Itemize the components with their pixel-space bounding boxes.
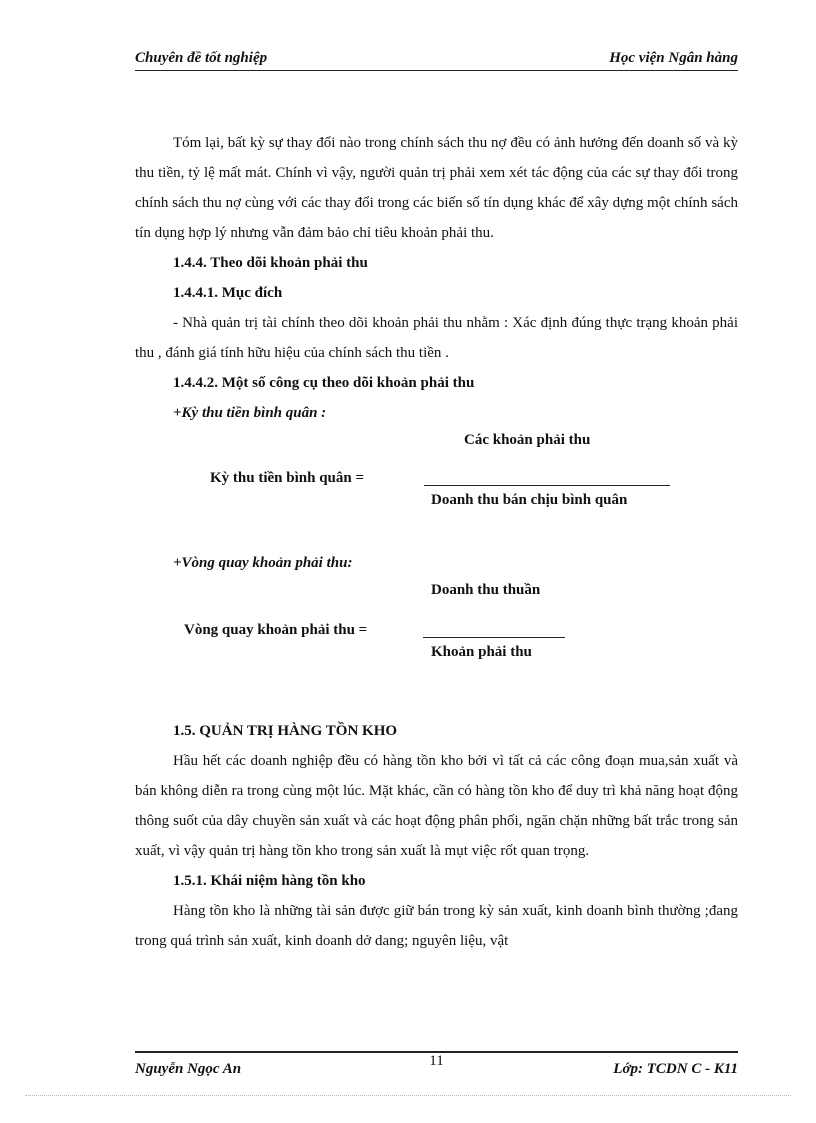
header-document-type: Chuyên đề tốt nghiệp (135, 50, 268, 66)
formula-average-collection-period (135, 428, 738, 548)
formula-1-fraction-bar (424, 485, 670, 486)
formula-2-numerator: Doanh thu thuần (431, 582, 541, 598)
heading-1-5: 1.5. QUẢN TRỊ HÀNG TỒN KHO (173, 723, 398, 739)
formula-2-label: Vòng quay khoản phải thu = (184, 622, 368, 638)
heading-1-4-4-2: 1.4.4.2. Một số công cụ theo dõi khoản phải thu (173, 375, 475, 391)
page-footer (135, 1051, 738, 1079)
page-number: 11 (429, 1053, 444, 1069)
formula-receivables-turnover (135, 578, 738, 698)
formula-1-numerator: Các khoản phải thu (464, 432, 591, 448)
section-spacer (135, 698, 738, 716)
paragraph-summary: Tóm lại, bất kỳ sự thay đổi nào trong chính sách thu nợ đều có ảnh hưởng đến doanh số và kỳ thu tiền, tỷ lệ mất mát. Chính vì vậy, người quản trị phải xem xét tác động của các sự thay đổi trong chính sách thu nợ cùng với các thay đổi trong các biến số tín dụng khác để xây dựng một chính sách tín dụng hợp lý nhưng vẫn đảm bảo chỉ tiêu khoản phải thu. (135, 135, 738, 241)
formula-1-denominator: Doanh thu bán chịu bình quân (431, 492, 628, 508)
subheading-receivables-turnover: +Vòng quay khoản phải thu: (173, 555, 353, 571)
page-body (135, 128, 738, 956)
paragraph-inventory-intro: Hầu hết các doanh nghiệp đều có hàng tồn kho bởi vì tất cả các công đoạn mua,sản xuất và bán không diễn ra trong cùng một lúc. Mặt khác, cần có hàng tồn kho để duy trì khả năng hoạt động thông suốt của dây chuyền sản xuất và các hoạt động phân phối, ngăn chặn những bất trắc trong sản xuất, vì vậy quản trị hàng tồn kho trong sản xuất là mụt việc rốt quan trọng. (135, 753, 738, 859)
formula-1-label: Kỳ thu tiền bình quân = (210, 470, 365, 486)
footer-author: Nguyễn Ngọc An (135, 1061, 242, 1077)
formula-2-denominator: Khoản phải thu (431, 644, 532, 660)
heading-1-4-4: 1.4.4. Theo dõi khoản phải thu (173, 255, 368, 271)
paragraph-inventory-definition: Hàng tồn kho là những tài sản được giữ bán trong kỳ sản xuất, kinh doanh bình thường ;đang trong quá trình sản xuất, kinh doanh dở dang; nguyên liệu, vật (135, 903, 738, 949)
page-header (135, 48, 738, 71)
subheading-average-collection-period: +Kỳ thu tiền bình quân : (173, 405, 327, 421)
formula-2-fraction-bar (423, 637, 565, 638)
footer-class: Lớp: TCDN C - K11 (613, 1061, 738, 1077)
heading-1-4-4-1: 1.4.4.1. Mục đích (173, 285, 283, 301)
paragraph-purpose: - Nhà quản trị tài chính theo dõi khoản phải thu nhằm : Xác định đúng thực trạng khoản phải thu , đánh giá tính hữu hiệu của chính sách thu tiền . (135, 315, 738, 361)
header-institution: Học viện Ngân hàng (609, 50, 738, 66)
page-edge-dotted-line (25, 1095, 791, 1096)
heading-1-5-1: 1.5.1. Khái niệm hàng tồn kho (173, 873, 366, 889)
